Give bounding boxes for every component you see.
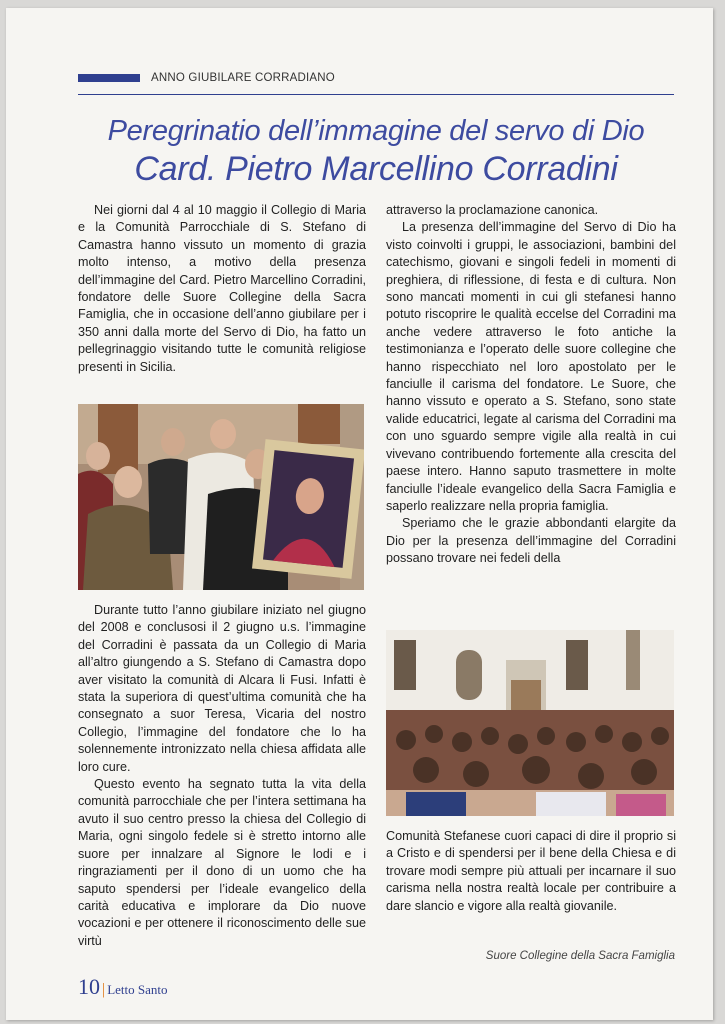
header-rule [78,94,674,95]
section-label: ANNO GIUBILARE CORRADIANO [151,72,335,84]
section-color-bar [78,74,140,82]
left-column-top [78,202,366,376]
paragraph: Speriamo che le grazie abbondanti elargite da Dio per la presenza dell’immagine del Corradini possano trovare nei fedeli della [386,516,676,566]
paragraph: La presenza dell’immagine del Servo di Dio ha visto coinvolti i gruppi, le associazioni, bambini del catechismo, giovani e singoli fedeli in momenti di preghiera, di riflessione, di festa e di cultura. Non sono mancati momenti in cui gli stefanesi hanno potuto riscoprire le qualità eccelse del Corradini ma anche vedere attraverso le foto antiche la testimonianza e l’operato delle suore collegine che hanno rispecchiato nel loro apostolato per le fanciulle il carisma del fondatore. Le Suore, che hanno vissuto e operato a S. Stefano, sono state valide educatrici, legate al carisma del Corradini ma con uno sguardo sempre vigile alla realtà in cui vivevano contribuendo fortemente alla crescita del paese intero. Hanno saputo trasmettere in molte fanciulle l’ideale evangelico della Sacra Famiglia e saperlo realizzare nella propria famiglia. [386,220,676,513]
page-footer [78,974,168,1000]
signature: Suore Collegine della Sacra Famiglia [485,950,675,962]
paragraph: Questo evento ha segnato tutta la vita della comunità parrocchiale che per l’intera settimana ha avuto il suo centro presso la chiesa del Collegio di Maria, ogni singolo fedele si è stretto intorno alle suore per innalzare al Signore le lodi e i ringraziamenti per il dono di un uomo che ha saputo spendersi per l’ideale evangelico della carità educativa e implorare da Dio nuove vocazioni e per ottenere il riconoscimento delle sue virtù [78,777,366,948]
paragraph: Nei giorni dal 4 al 10 maggio il Collegio di Maria e la Comunità Parrocchiale di S. Stefano di Camastra hanno vissuto un momento di grazia molto intenso, a motivo della presenza dell’immagine del Card. Pietro Marcellino Corradini, fondatore delle Suore Collegine della Sacra Famiglia, che in occasione dell’anno giubilare per i 350 anni dalla morte del Servo di Dio, ha fatto un pellegrinaggio visitando tutte le comunità religiose presenti in Sicilia. [78,203,366,374]
footer-separator: | [102,981,106,998]
article-title [46,112,706,188]
right-column-bottom [386,828,676,915]
page-number: 10 [78,974,100,999]
photo-portrait-procession [78,404,364,590]
right-column-top [386,202,676,568]
paragraph: Comunità Stefanese cuori capaci di dire il proprio si a Cristo e di spendersi per il bene della Chiesa e di trovare modi sempre più attuali per incarnare il suo carisma nella nostra realtà locale per contribuire a dare slancio e vigore alla realtà giovanile. [386,829,676,913]
magazine-page [6,8,713,1020]
title-line-1: Peregrinatio dell’immagine del servo di Dio [107,115,645,147]
paragraph: Durante tutto l’anno giubilare iniziato nel giugno del 2008 e conclusosi il 2 giugno u.s. l’immagine del Corradini è passata da un Collegio di Maria all’altro giungendo a S. Stefano di Camastra dopo aver visitato la comunità di Alcara li Fusi. Infatti è stata la superiora di quest’ultima comunità che ha consegnato a suor Teresa, Vicaria del nostro Collegio, l’immagine del fondatore che lo ha solennemente intronizzato nella chiesa affidata alle loro cure. [78,603,366,774]
paragraph: attraverso la proclamazione canonica. [386,203,599,217]
left-column-bottom [78,602,366,950]
title-line-2: Card. Pietro Marcellino Corradini [134,150,618,188]
photo-church-congregation [386,630,674,816]
magazine-name: Letto Santo [107,982,168,997]
